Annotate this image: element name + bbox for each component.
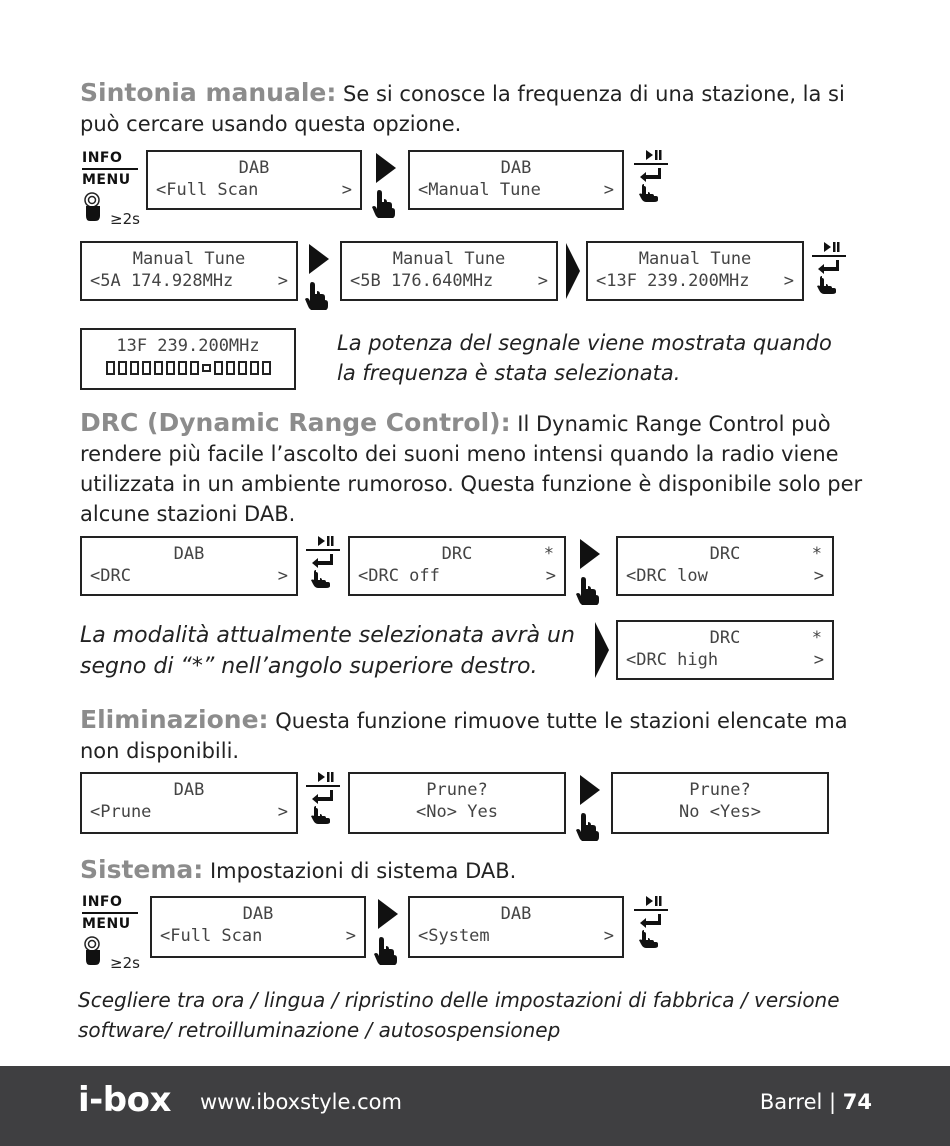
drc-paragraph [80, 408, 870, 529]
drc-note: La modalità attualmente selezionata avrà un segno di “*” nell’angolo superiore destro. [80, 623, 575, 679]
system-note: Scegliere tra ora / lingua / ripristino delle impostazioni di fabbrica / versione software/ retroilluminazione / autosospensionep [78, 988, 840, 1042]
page-number: 74 [842, 1090, 872, 1114]
prune-text: Questa funzione rimuove tutte le stazioni elencate ma non disponibili. [80, 709, 848, 763]
system-text: Impostazioni di sistema DAB. [203, 859, 517, 883]
more-arrow-icon [595, 622, 609, 678]
footer [0, 1066, 950, 1146]
signal-note: La potenza del segnale viene mostrata quando la frequenza è stata selezionata. [337, 331, 832, 385]
manual-text: Se si conosce la frequenza di una stazione, la si può cercare usando questa opzione. [80, 82, 845, 136]
play-enter-key-icon [304, 770, 344, 824]
hand-icon [371, 188, 399, 218]
lcd-full-scan: DAB <Full Scan > [150, 896, 366, 958]
hand-icon [304, 280, 332, 310]
next-arrow-icon [378, 899, 398, 929]
next-arrow-icon [580, 539, 600, 569]
next-arrow-icon [580, 775, 600, 805]
prune-heading: Eliminazione: [80, 705, 269, 734]
ibox-logo: i-box [78, 1080, 171, 1120]
press-hand-icon [82, 192, 112, 222]
hand-icon [575, 811, 603, 841]
info-label: INFO [82, 150, 123, 166]
prune-paragraph [80, 705, 870, 766]
lcd-prune-menu: DAB <Prune > [80, 772, 298, 834]
signal-bars [90, 361, 286, 375]
page-info: Barrel | 74 [759, 1090, 872, 1114]
system-heading: Sistema: [80, 855, 204, 884]
drc-text: Il Dynamic Range Control può rendere più facile l’ascolto dei suoni meno intensi quando la radio viene utilizzata in un ambiente rumoroso. Questa funzione è disponibile solo per alcune stazioni DAB. [80, 412, 863, 526]
manual-paragraph [80, 78, 870, 139]
lcd-manual-tune: DAB <Manual Tune > [408, 150, 624, 210]
lcd-drc-high: DRC * <DRC high > [616, 620, 834, 680]
lcd-prune-no: Prune? <No> Yes [348, 772, 566, 834]
next-arrow-icon [309, 244, 329, 274]
hold-duration: ≥2s [110, 954, 140, 972]
menu-label: MENU [82, 916, 131, 932]
manual-heading: Sintonia manuale: [80, 78, 337, 107]
hold-duration: ≥2s [110, 210, 140, 228]
lcd-signal-strength: 13F 239.200MHz [80, 328, 296, 390]
hand-icon [575, 575, 603, 605]
play-enter-key-icon [632, 894, 672, 948]
play-enter-key-icon [632, 148, 672, 202]
hand-icon [373, 935, 401, 965]
lcd-tune-13f: Manual Tune <13F 239.200MHz > [586, 241, 804, 301]
info-menu-key [82, 150, 144, 230]
lcd-system: DAB <System > [408, 896, 624, 958]
lcd-drc-menu: DAB <DRC > [80, 536, 298, 596]
menu-label: MENU [82, 172, 131, 188]
system-paragraph [80, 855, 870, 886]
press-hand-icon [82, 936, 112, 966]
drc-heading: DRC (Dynamic Range Control): [80, 408, 511, 437]
website-url: www.iboxstyle.com [200, 1090, 402, 1114]
lcd-tune-5b: Manual Tune <5B 176.640MHz > [340, 241, 558, 301]
lcd-prune-yes: Prune? No <Yes> [611, 772, 829, 834]
lcd-full-scan: DAB <Full Scan > [146, 150, 362, 210]
more-arrow-icon [566, 243, 580, 299]
lcd-drc-low: DRC * <DRC low > [616, 536, 834, 596]
play-enter-key-icon [810, 240, 850, 294]
lcd-tune-5a: Manual Tune <5A 174.928MHz > [80, 241, 298, 301]
info-menu-key [82, 894, 144, 974]
lcd-drc-off: DRC * <DRC off > [348, 536, 566, 596]
info-label: INFO [82, 894, 123, 910]
next-arrow-icon [376, 153, 396, 183]
play-enter-key-icon [304, 534, 344, 588]
